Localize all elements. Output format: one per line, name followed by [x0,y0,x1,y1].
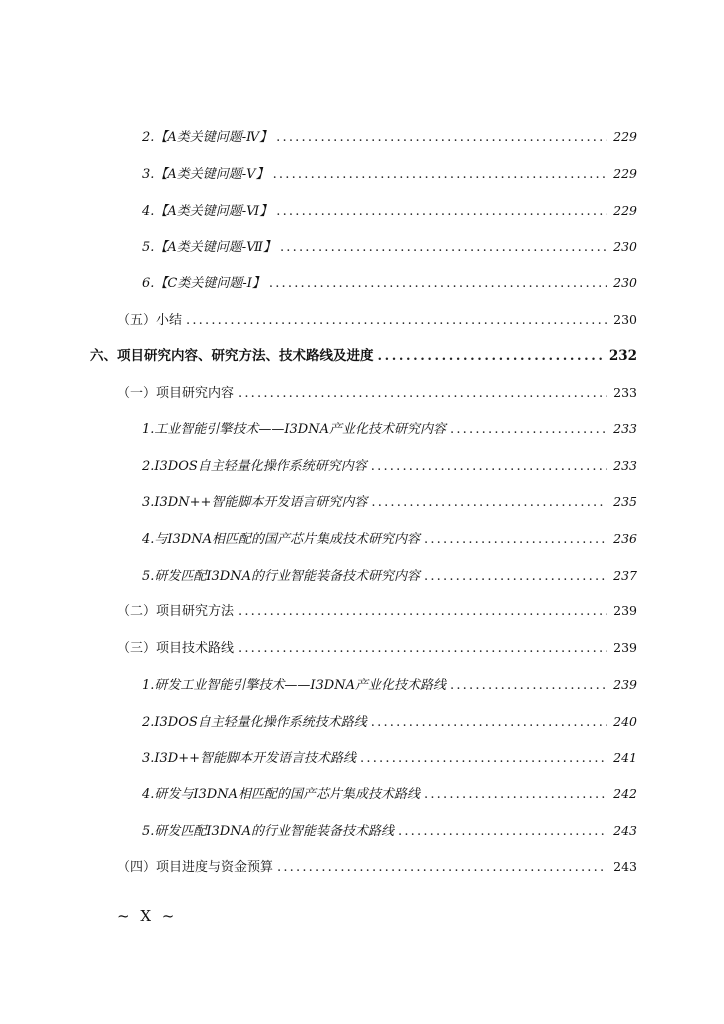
dot-leader [371,457,607,477]
toc-entry[interactable] [142,566,637,586]
toc-entry-page: 239 [613,603,637,618]
toc-entry[interactable] [142,784,637,804]
dot-leader [450,676,607,696]
toc-entry[interactable] [142,675,637,695]
toc-entry-page: 243 [613,859,637,874]
dot-leader [238,384,607,404]
toc-entry-title: 2.【A类关键问题-Ⅳ】 [142,130,273,145]
toc-entry[interactable] [117,601,637,621]
toc-entry-title: 6.【C类关键问题-Ⅰ】 [142,276,265,291]
dot-leader [371,493,607,513]
dot-leader [424,530,607,550]
dot-leader [424,785,607,805]
toc-entry-title: 3.I3D++智能脚本开发语言技术路线 [142,751,357,766]
toc-entry[interactable] [142,456,637,476]
toc-entry[interactable] [142,419,637,439]
toc-entry[interactable] [117,383,637,403]
dot-leader [276,202,607,222]
toc-entry-title: （二）项目研究方法 [117,604,235,619]
toc-entry-title: （一）项目研究内容 [117,386,235,401]
dot-leader [238,602,607,622]
toc-entry-title: 2.I3DOS自主轻量化操作系统研究内容 [142,459,367,474]
toc-entry[interactable] [90,346,637,366]
toc-entry[interactable] [142,201,637,221]
toc-entry[interactable] [142,712,637,732]
toc-entry-page: 235 [613,494,637,509]
toc-entry[interactable] [142,492,637,512]
toc-entry-title: （五）小结 [117,313,183,328]
dot-leader [371,713,607,733]
toc-entry[interactable] [117,857,637,877]
toc-entry-title: 4.【A类关键问题-Ⅵ】 [142,204,273,219]
dot-leader [450,420,607,440]
toc-entry[interactable] [142,164,637,184]
toc-entry[interactable] [142,748,637,768]
dot-leader [277,858,607,878]
toc-entry-title: 2.I3DOS自主轻量化操作系统技术路线 [142,715,367,730]
toc-entry[interactable] [142,237,637,257]
dot-leader [360,749,607,769]
toc-entry-page: 230 [613,275,637,290]
toc-entry-title: 3.I3DN++智能脚本开发语言研究内容 [142,495,368,510]
toc-entry-title: 4.与I3DNA相匹配的国产芯片集成技术研究内容 [142,532,420,547]
toc-entry-title: 3.【A类关键问题-Ⅴ】 [142,167,269,182]
toc-entry-page: 233 [613,421,637,436]
toc-entry-title: 1.工业智能引擎技术——I3DNA产业化技术研究内容 [142,422,446,437]
toc-entry-page: 243 [613,823,637,838]
toc-entry-title: 5.【A类关键问题-Ⅶ】 [142,240,276,255]
toc-entry[interactable] [117,310,637,330]
toc-entry-page: 229 [613,129,637,144]
toc-entry-page: 233 [613,385,637,400]
toc-entry-page: 237 [613,568,637,583]
dot-leader [378,347,603,367]
toc-entry-page: 242 [613,786,637,801]
page-number-footer: ~ Ⅹ ~ [117,907,178,925]
toc-entry-page: 236 [613,531,637,546]
toc-entry-page: 229 [613,203,637,218]
dot-leader [238,639,607,659]
toc-entry-page: 241 [613,750,637,765]
toc-entry-page: 239 [613,640,637,655]
toc-entry-page: 239 [613,677,637,692]
toc-entry-title: （四）项目进度与资金预算 [117,860,274,875]
toc-entry-title: 六、项目研究内容、研究方法、技术路线及进度 [90,348,374,364]
toc-entry-page: 240 [613,714,637,729]
toc-entry[interactable] [142,529,637,549]
dot-leader [398,822,607,842]
toc-entry[interactable] [142,821,637,841]
dot-leader [424,567,607,587]
toc-entry-page: 229 [613,166,637,181]
toc-entry-title: 5.研发匹配I3DNA的行业智能装备技术研究内容 [142,569,420,584]
toc-entry-page: 232 [608,348,637,364]
toc-entry[interactable] [142,127,637,147]
toc-entry-title: （三）项目技术路线 [117,641,235,656]
dot-leader [276,128,607,148]
toc-entry-title: 1.研发工业智能引擎技术——I3DNA产业化技术路线 [142,678,446,693]
dot-leader [280,238,607,258]
dot-leader [273,165,608,185]
toc-entry-page: 230 [613,312,637,327]
toc-entry[interactable] [142,273,637,293]
toc-entry-page: 230 [613,239,637,254]
toc-entry-page: 233 [613,458,637,473]
toc-entry-title: 4.研发与I3DNA相匹配的国产芯片集成技术路线 [142,787,420,802]
toc-entry-title: 5.研发匹配I3DNA的行业智能装备技术路线 [142,824,394,839]
dot-leader [186,311,607,331]
dot-leader [269,274,607,294]
toc-entry[interactable] [117,638,637,658]
